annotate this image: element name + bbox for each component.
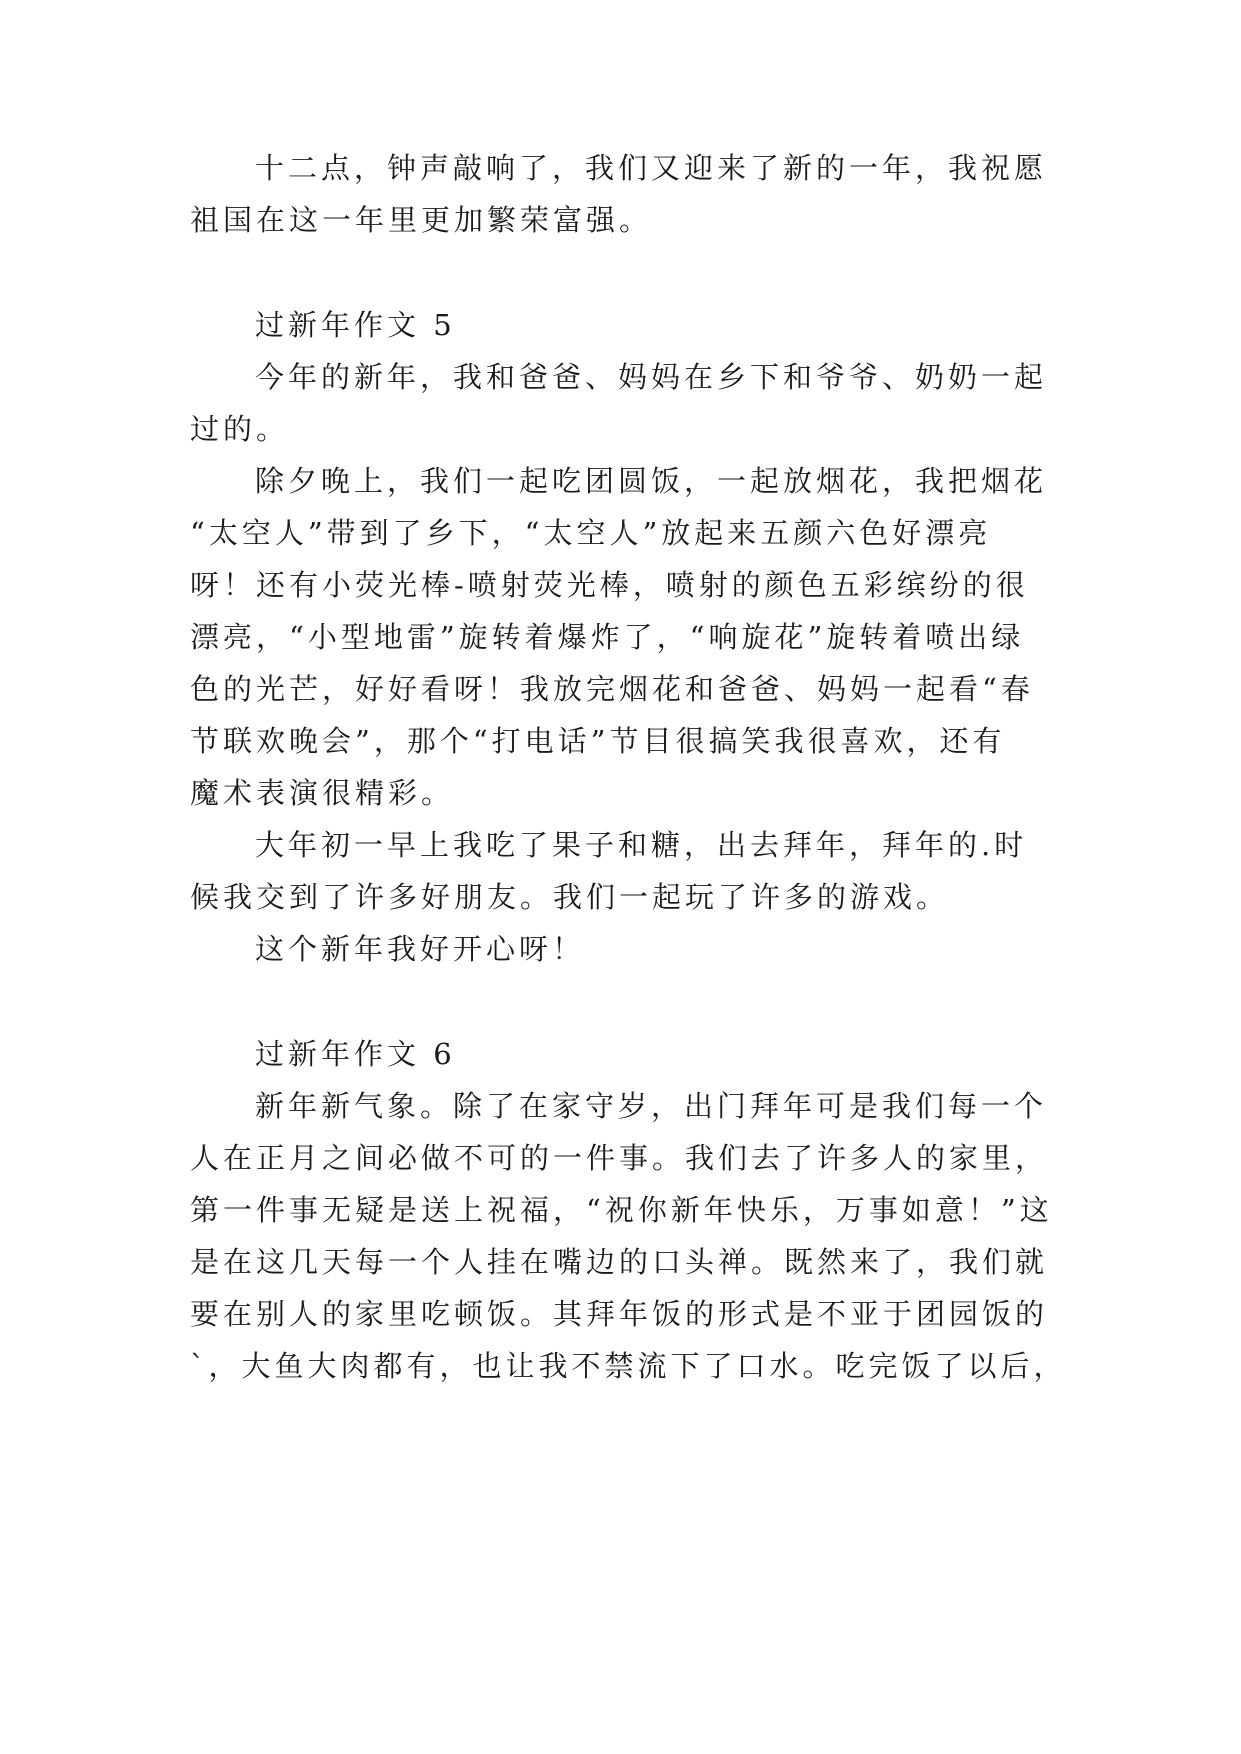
text-line: 新年新气象。除了在家守岁，出门拜年可是我们每一个 <box>255 1089 1048 1123</box>
text-line: 候我交到了许多好朋友。我们一起玩了许多的游戏。 <box>190 880 950 914</box>
essay-title: 过新年作文 5 <box>255 308 456 342</box>
text-line: 是在这几天每一个人挂在嘴边的口头禅。既然来了，我们就 <box>190 1245 1049 1279</box>
text-line: 要在别人的家里吃顿饭。其拜年饭的形式是不亚于团园饭的 <box>190 1297 1049 1331</box>
text-line: 色的光芒，好好看呀！我放完烟花和爸爸、妈妈一起看“春 <box>190 672 1034 706</box>
text-line: 这个新年我好开心呀！ <box>255 932 586 966</box>
text-line: 魔术表演很精彩。 <box>190 776 455 810</box>
text-line: `，大鱼大肉都有，也让我不禁流下了口水。吃完饭了以后， <box>190 1349 1067 1383</box>
text-line: 漂亮，“小型地雷”旋转着爆炸了，“响旋花”旋转着喷出绿 <box>190 620 1025 654</box>
text-line: 大年初一早上我吃了果子和糖，出去拜年，拜年的.时 <box>255 828 1028 862</box>
text-line: 第一件事无疑是送上祝福，“祝你新年快乐，万事如意！”这 <box>190 1193 1053 1227</box>
text-line: 今年的新年，我和爸爸、妈妈在乡下和爷爷、奶奶一起 <box>255 360 1048 394</box>
text-line: 十二点，钟声敲响了，我们又迎来了新的一年，我祝愿 <box>255 151 1048 185</box>
text-line: 除夕晚上，我们一起吃团圆饭，一起放烟花，我把烟花 <box>255 464 1048 498</box>
text-line: 祖国在这一年里更加繁荣富强。 <box>190 203 653 237</box>
text-line: 人在正月之间必做不可的一件事。我们去了许多人的家里， <box>190 1141 1049 1175</box>
text-line: “太空人”带到了乡下，“太空人”放起来五颜六色好漂亮 <box>190 516 992 550</box>
essay-title: 过新年作文 6 <box>255 1037 456 1071</box>
text-line: 过的。 <box>190 412 290 446</box>
text-line: 呀！还有小荧光棒-喷射荧光棒，喷射的颜色五彩缤纷的很 <box>190 568 1029 602</box>
text-line: 节联欢晚会”，那个“打电话”节目很搞笑我很喜欢，还有 <box>190 724 1006 758</box>
